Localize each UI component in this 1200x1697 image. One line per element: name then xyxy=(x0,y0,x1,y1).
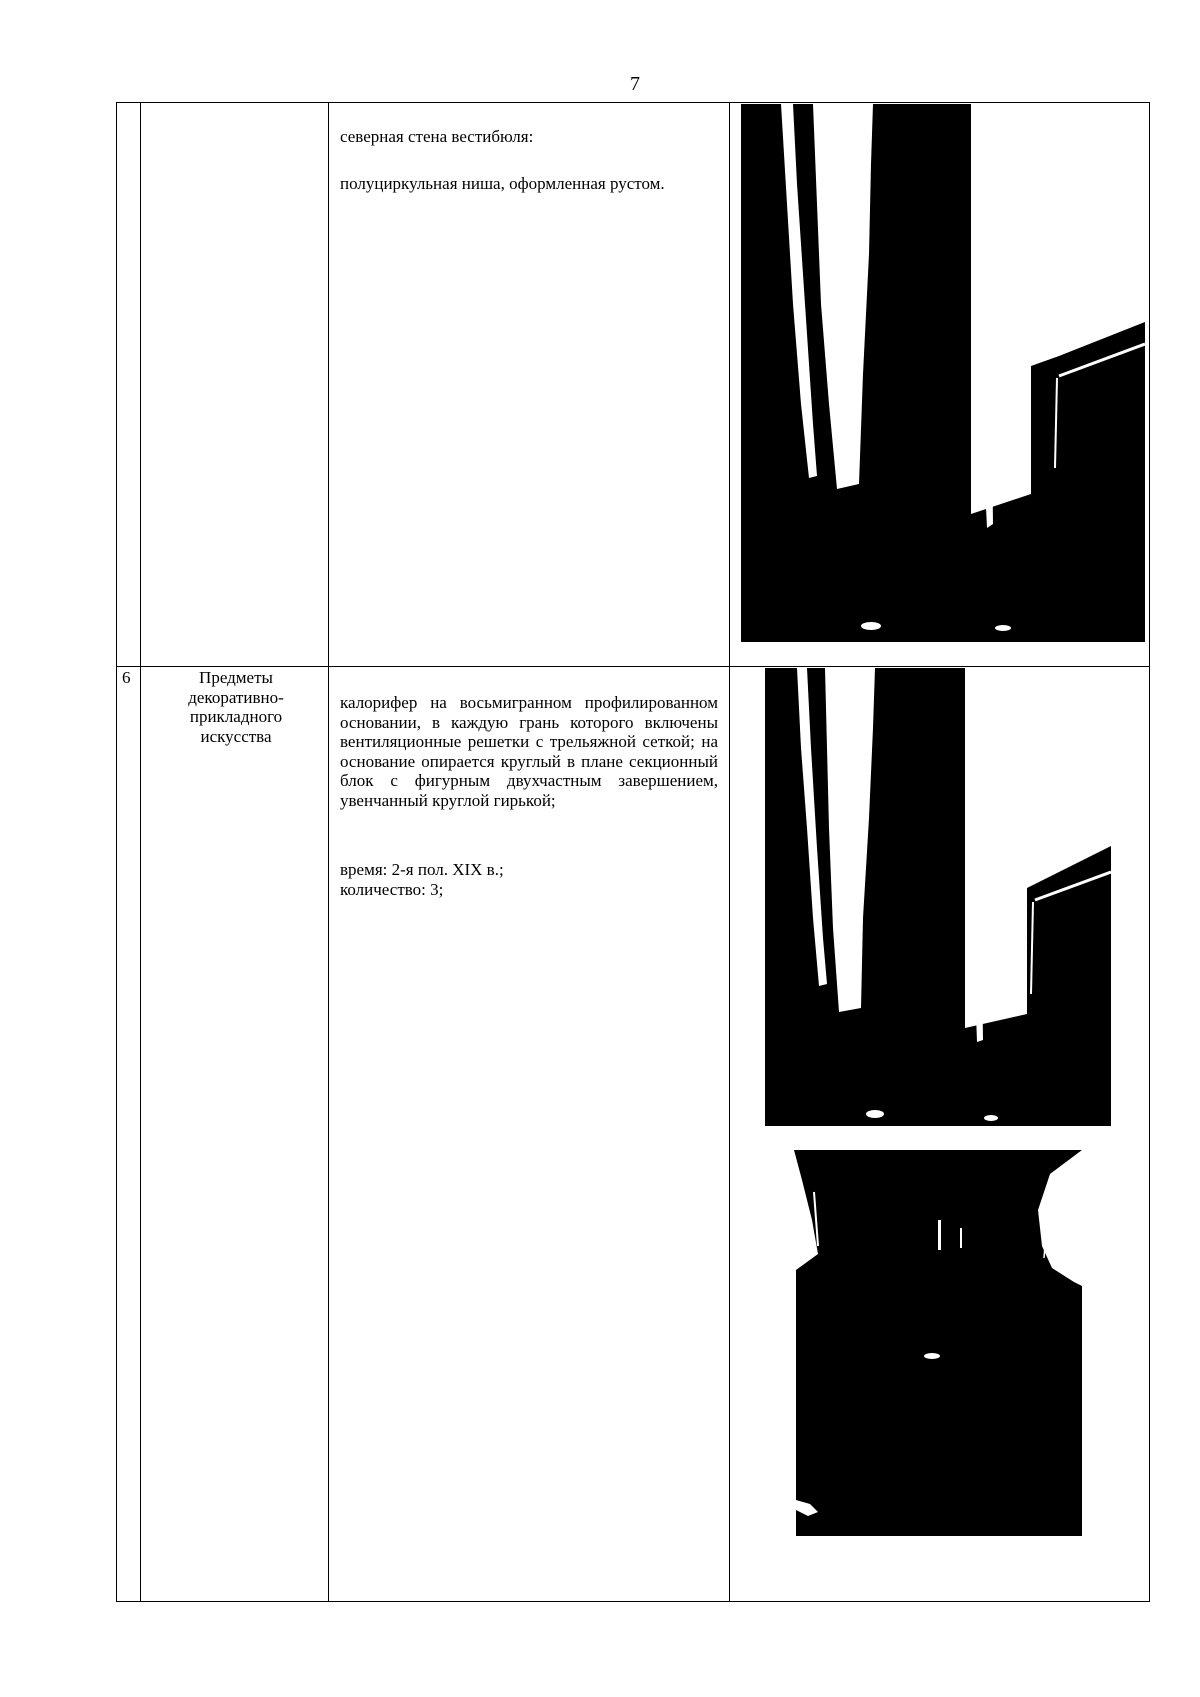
column-divider xyxy=(328,102,329,1602)
page-number: 7 xyxy=(630,73,640,95)
category-label: Предметы декоративно-прикладного искусства xyxy=(188,668,284,746)
description-line: северная стена вестибюля: xyxy=(340,127,534,146)
row-divider xyxy=(116,666,1150,667)
description-line: калорифер на восьмигранном профилированном основании, в каждую грань которого включены вентиляционные решетки с трельяжной сеткой; на основание опирается круглый в плане секционный блок с фигурным двухчастным завершением, увенчанный круглой гирькой; xyxy=(340,693,718,810)
description-line: время: 2-я пол. XIX в.; xyxy=(340,860,504,879)
description-line: полуциркульная ниша, оформленная рустом. xyxy=(340,174,665,193)
wall-niche-photo xyxy=(741,104,1145,642)
table-border-left xyxy=(116,102,117,1602)
column-divider xyxy=(140,102,141,1602)
row-number: 6 xyxy=(122,668,131,687)
table-border-right xyxy=(1149,102,1150,1602)
calorifer-detail-photo xyxy=(788,1150,1082,1536)
table-border-bottom xyxy=(116,1601,1150,1602)
description-line: количество: 3; xyxy=(340,880,444,899)
column-divider xyxy=(729,102,730,1602)
calorifer-niche-photo xyxy=(765,668,1111,1126)
table-border-top xyxy=(116,102,1150,103)
